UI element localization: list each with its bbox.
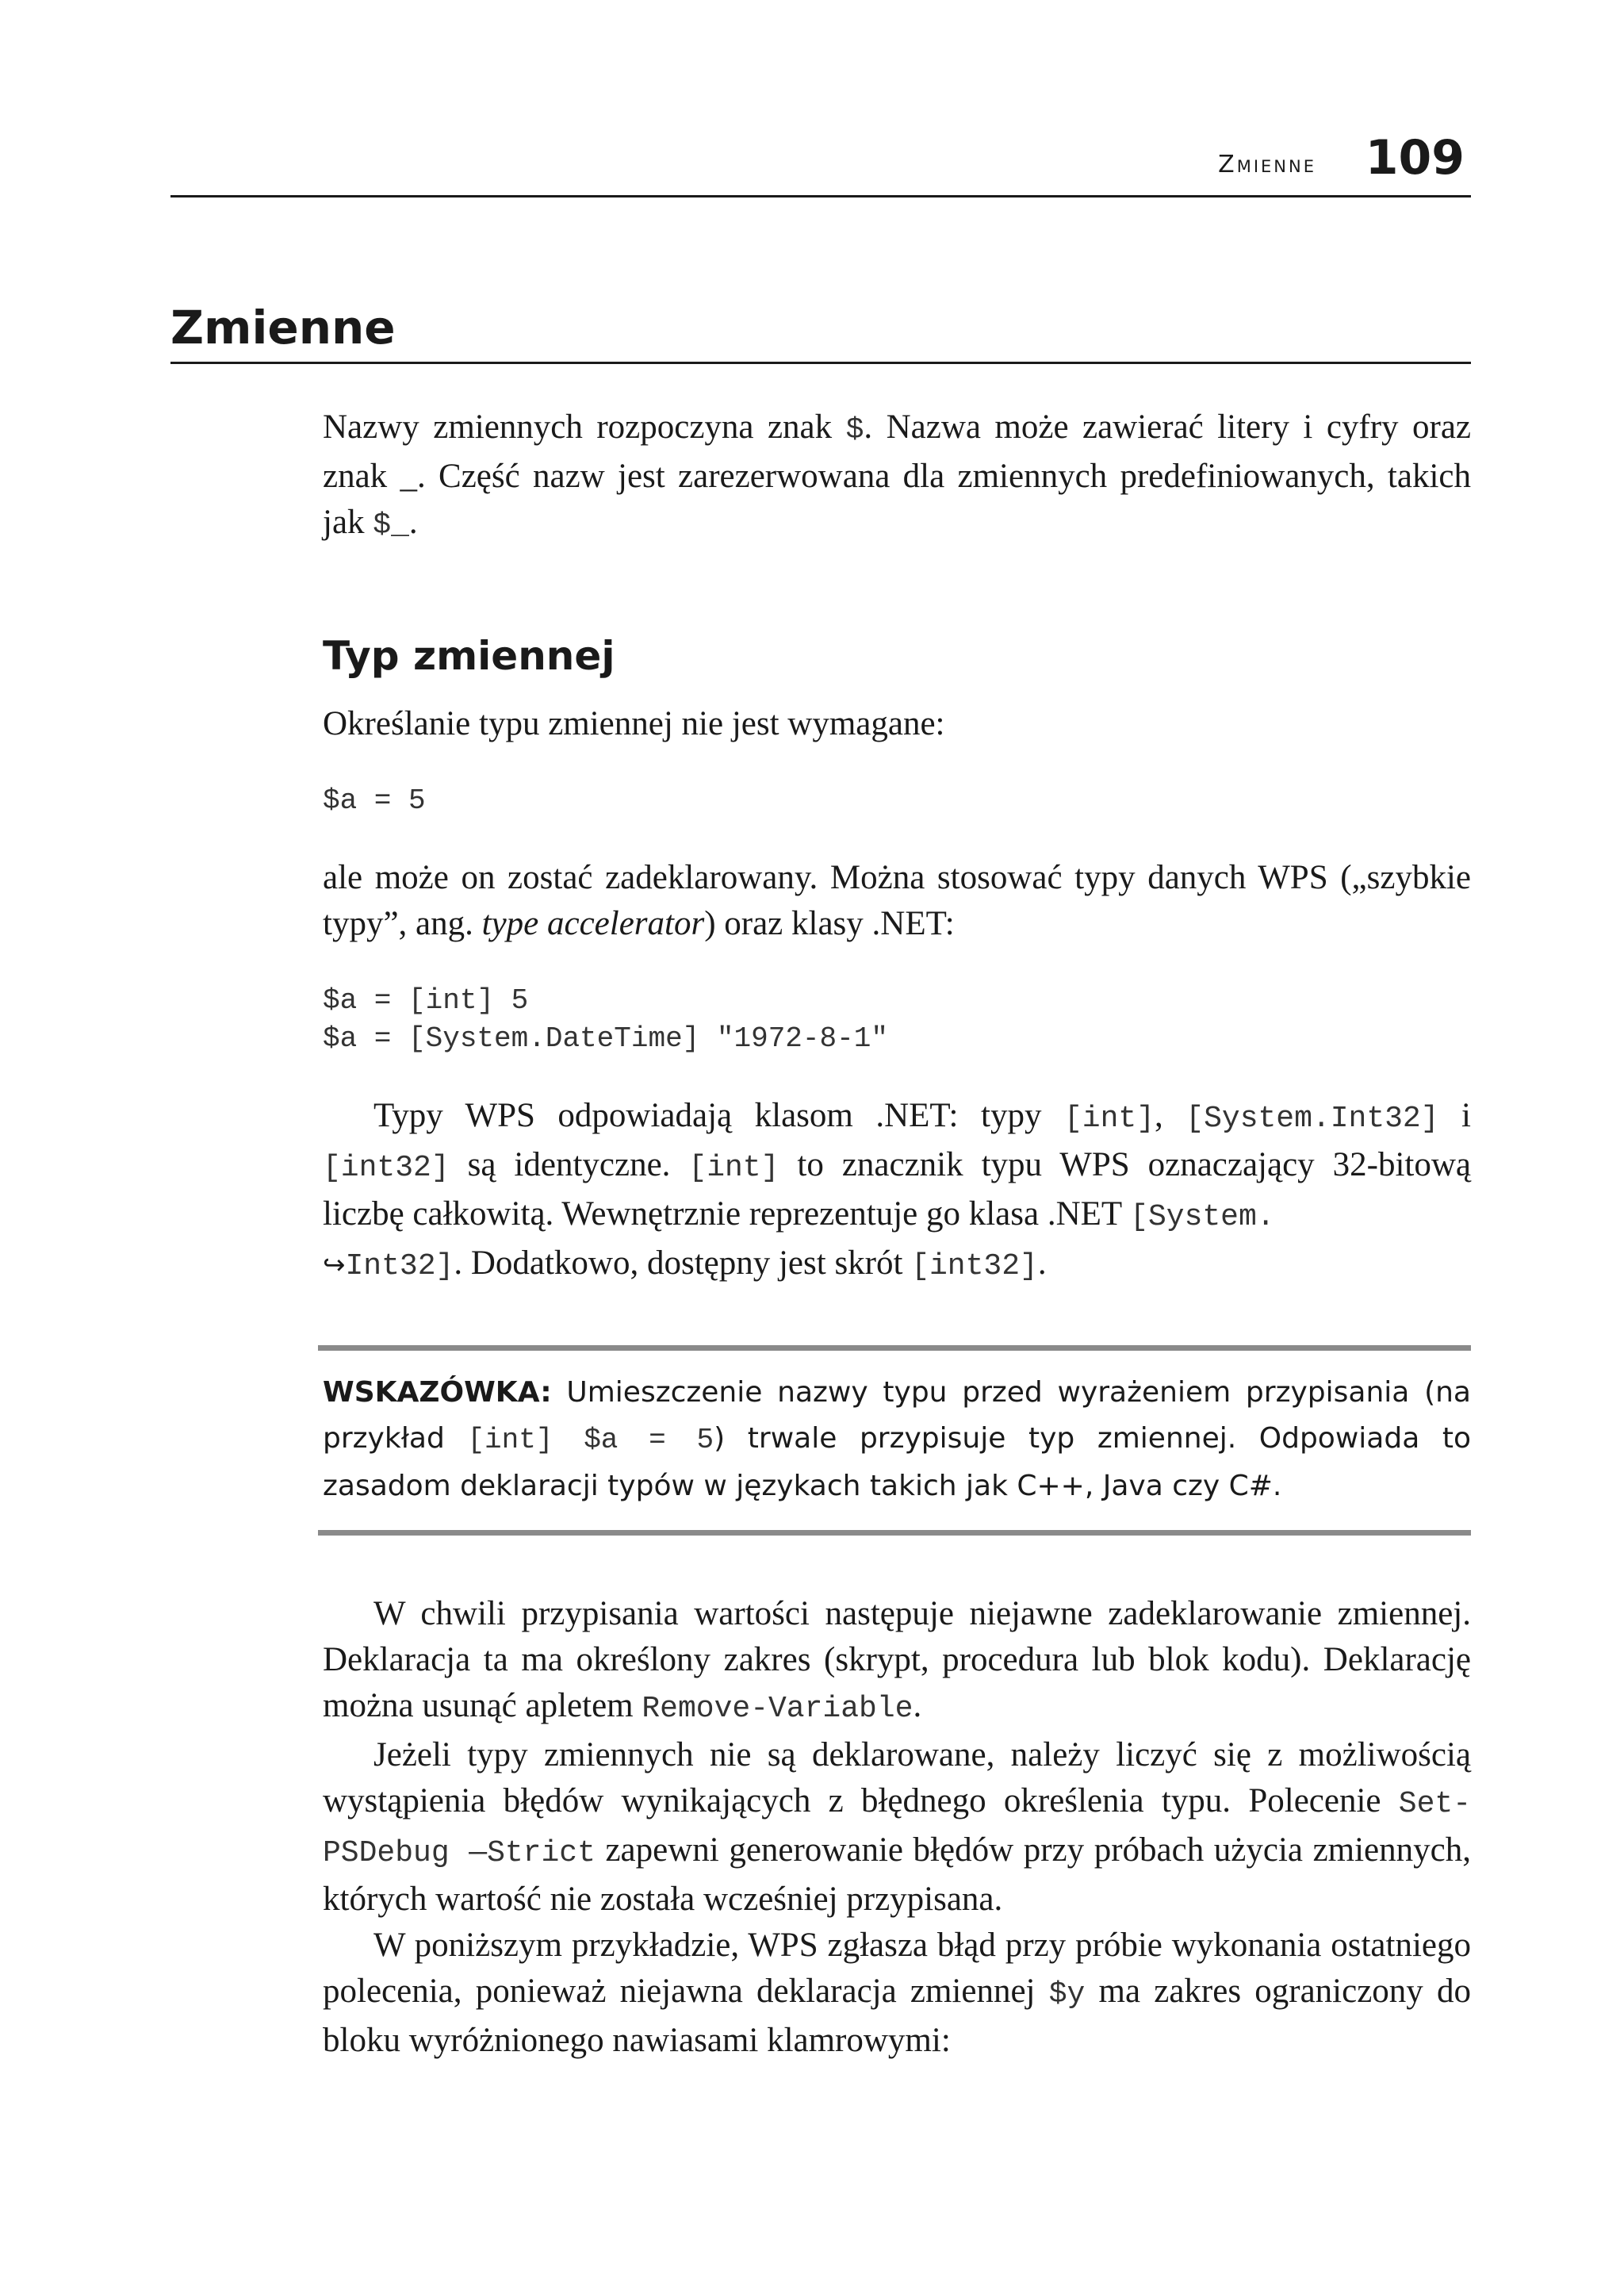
paragraph <box>323 1591 1471 1732</box>
inline-code: [int] <box>688 1151 779 1185</box>
tip-label: WSKAZÓWKA: <box>323 1376 552 1409</box>
emphasis: type accelerator <box>481 905 705 942</box>
code-line: $a = [int] 5 <box>323 984 529 1017</box>
text-run: i <box>1438 1097 1472 1134</box>
text-run: Jeżeli typy zmiennych nie są deklarowane, należy liczyć się z możliwością wystąpienia błędów wynikających z błędnego określenia typu. Polecenie <box>323 1736 1471 1819</box>
code-block <box>323 982 1471 1058</box>
subsection-title: Typ zmiennej <box>323 633 615 679</box>
text-run: Typy WPS odpowiadają klasom .NET: typy <box>373 1097 1064 1134</box>
inline-code: [int32] <box>911 1249 1038 1283</box>
inline-code: $_ <box>373 508 409 543</box>
text-run: są identyczne. <box>449 1146 689 1183</box>
text-run: . Dodatkowo, dostępny jest skrót <box>454 1244 912 1282</box>
inline-code: [int32] <box>323 1151 450 1185</box>
text-run: . <box>1037 1244 1047 1282</box>
paragraph: Określanie typu zmiennej nie jest wymagane: <box>323 705 945 742</box>
inline-code: [System.Int32] <box>1185 1102 1439 1136</box>
text-run: Umieszczenie nazwy typu przed wyrażeniem przypisania (na przykład <box>323 1376 1471 1455</box>
text-run: Nazwy zmiennych rozpoczyna znak <box>323 408 846 446</box>
paragraph <box>323 1093 1471 1290</box>
inline-code: Remove-Variable <box>642 1692 914 1726</box>
running-header-title: Zmienne <box>1218 151 1316 178</box>
text-run: zapewni generowanie błędów przy próbach użycia zmiennych, których wartość nie została wcześniej przypisana. <box>323 1831 1471 1918</box>
section-title: Zmienne <box>170 301 396 355</box>
code-block <box>323 782 1471 820</box>
text-run: W chwili przypisania wartości następuje niejawne zadeklarowanie zmiennej. Deklaracja ta ma określony zakres (skrypt, procedura lub blok kodu). Deklarację można usunąć apletem <box>323 1595 1471 1724</box>
inline-code: [int] $a = 5 <box>467 1424 714 1456</box>
inline-code: Int32] <box>345 1249 454 1283</box>
inline-code: [System. <box>1130 1200 1275 1234</box>
text-run: . <box>408 504 418 541</box>
text-run: ale może on zostać zadeklarowany. Można stosować typy danych WPS („szybkie typy”, ang. <box>323 859 1471 942</box>
text-run: ) oraz klasy .NET: <box>704 905 955 942</box>
text-run: to znacznik typu WPS oznaczający 32-bitową liczbę całkowitą. Wewnętrznie reprezentuje go klasa .NET <box>323 1146 1472 1233</box>
inline-code: [int] <box>1063 1102 1155 1136</box>
page-content <box>323 405 1471 2064</box>
paragraph <box>323 855 1471 947</box>
inline-code: Set-PSDebug —Strict <box>323 1787 1471 1870</box>
paragraph <box>323 1732 1471 1923</box>
inline-code: $ <box>845 413 864 447</box>
page-number: 109 <box>1365 130 1465 186</box>
running-header <box>170 127 1471 197</box>
text-run: . <box>913 1687 922 1724</box>
text-run: ) trwale przypisuje typ zmiennej. Odpowiada to zasadom deklaracji typów w językach takich jak C++, Java czy C#. <box>323 1422 1471 1502</box>
text-run: . Nazwa może zawierać litery i cyfry oraz znak _. Część nazw jest zarezerwowana dla zmiennych predefiniowanych, takich jak <box>323 408 1471 541</box>
paragraph <box>323 1923 1471 2064</box>
text-run: W poniższym przykładzie, WPS zgłasza błąd przy próbie wykonania ostatniego polecenia, ponieważ niejawna deklaracja zmiennej <box>323 1927 1471 2010</box>
tip-box <box>318 1345 1471 1536</box>
text-run: ma zakres ograniczony do bloku wyróżnionego nawiasami klamrowymi: <box>323 1973 1471 2059</box>
section-heading <box>170 293 1471 364</box>
code-line: $a = [System.DateTime] "1972-8-1" <box>323 1022 888 1055</box>
intro-paragraph <box>323 405 1471 549</box>
code-line: $a = 5 <box>323 784 426 817</box>
inline-code: $y <box>1048 1977 1086 2011</box>
text-run: , <box>1155 1097 1186 1134</box>
line-continuation-icon: ↪ <box>323 1249 346 1281</box>
